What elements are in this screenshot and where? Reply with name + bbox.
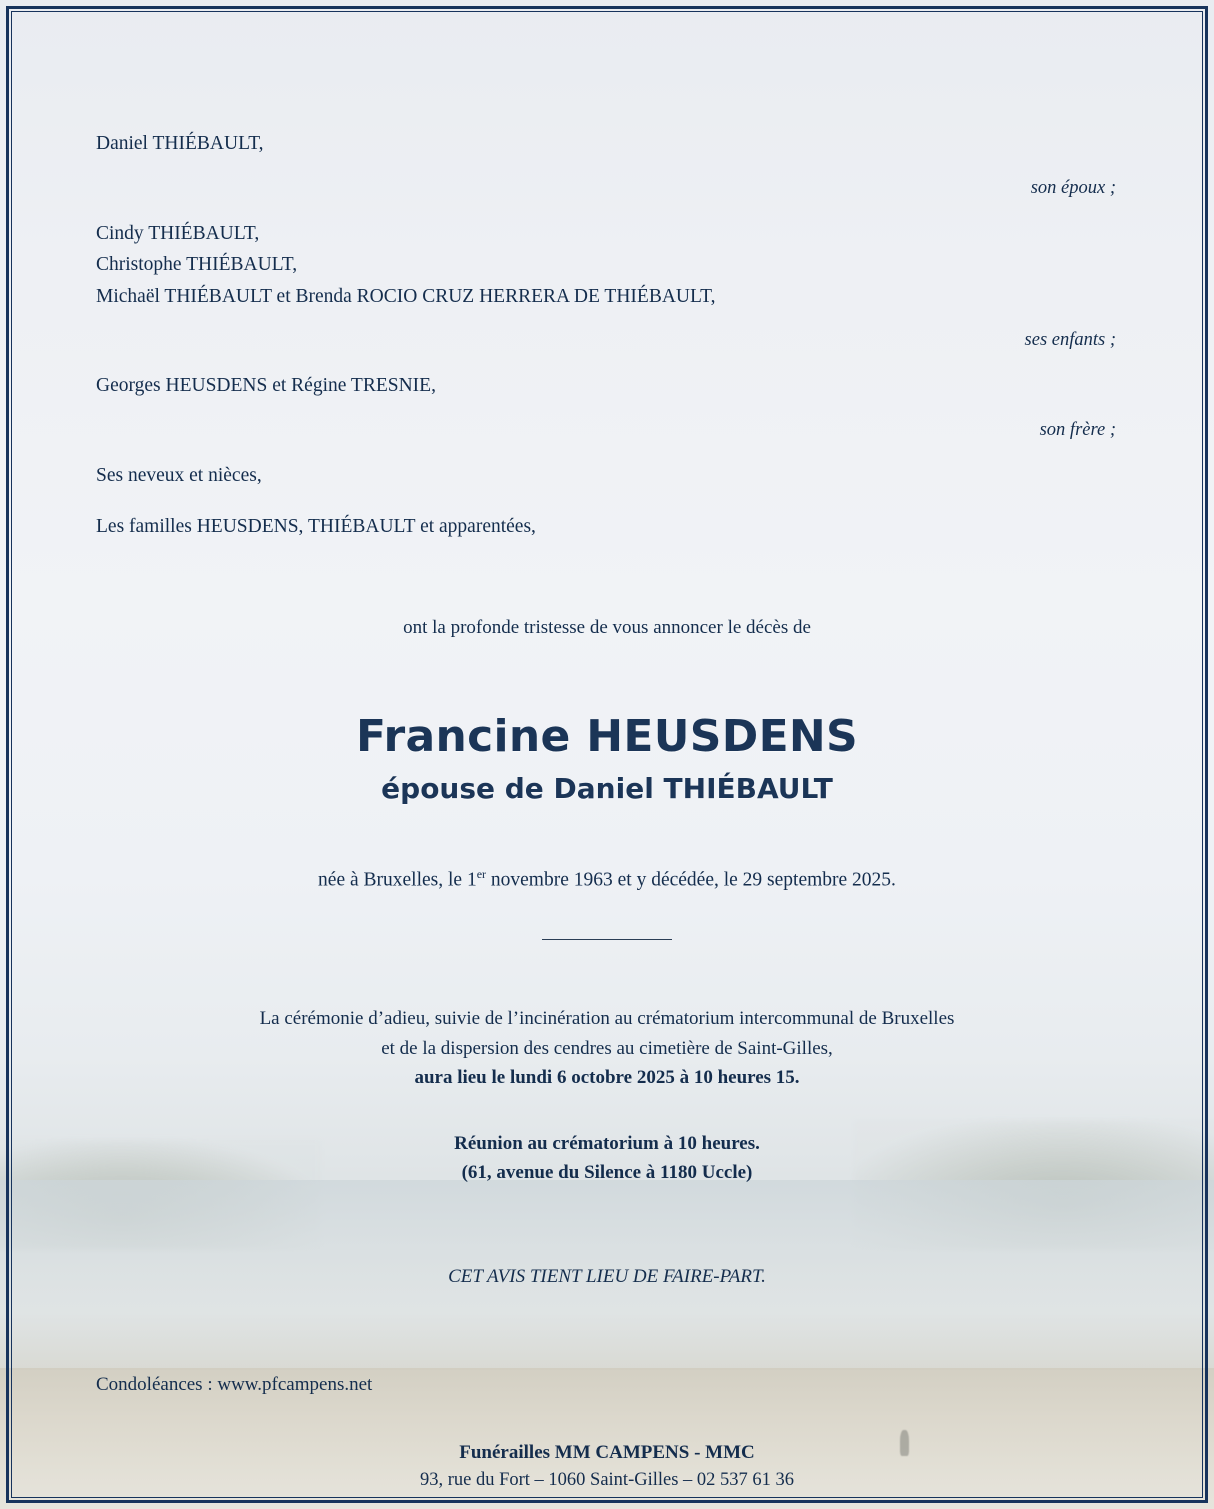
birth-death-ordinal: er: [476, 866, 487, 881]
ceremony-line-3: aura lieu le lundi 6 octobre 2025 à 10 heures 15.: [414, 1067, 800, 1089]
ceremony-block: [96, 1004, 1118, 1092]
spacer: [96, 160, 1118, 174]
birth-death-suffix: novembre 1963 et y décédée, le 29 septembre 2025.: [486, 869, 896, 891]
family-line-nephews-nieces: Ses neveux et nièces,: [96, 464, 262, 486]
spacer: [96, 204, 1118, 218]
spacer: [96, 446, 1118, 460]
family-line-child-cindy: Cindy THIÉBAULT,: [96, 222, 260, 244]
spacer: [96, 312, 1118, 326]
faire-part-note: CET AVIS TIENT LIEU DE FAIRE-PART.: [448, 1265, 766, 1287]
reunion-line-2: (61, avenue du Silence à 1180 Uccle): [461, 1162, 753, 1184]
deceased-subtitle: épouse de Daniel THIÉBAULT: [381, 771, 833, 805]
family-names-block: [96, 0, 1118, 543]
funeral-home-name: Funérailles MM CAMPENS - MMC: [459, 1442, 755, 1463]
family-line-brother: Georges HEUSDENS et Régine TRESNIE,: [96, 375, 436, 397]
spacer: [96, 402, 1118, 416]
announcement-text: ont la profonde tristesse de vous annoncer le décès de: [403, 616, 811, 638]
deceased-name: Francine HEUSDENS: [355, 710, 859, 762]
reunion-block: [96, 1129, 1118, 1188]
section-divider: [542, 939, 672, 940]
relation-children: ses enfants ;: [1024, 330, 1116, 351]
relation-brother: son frère ;: [1039, 419, 1116, 440]
ceremony-line-2: et de la dispersion des cendres au cimetière de Saint-Gilles,: [381, 1037, 833, 1059]
funeral-home-footer: [0, 1442, 1214, 1491]
birth-death-prefix: née à Bruxelles, le 1: [318, 869, 477, 891]
family-line-child-michael: Michaël THIÉBAULT et Brenda ROCIO CRUZ HERRERA DE THIÉBAULT,: [96, 285, 716, 307]
spacer: [96, 356, 1118, 370]
condolences-line: Condoléances : www.pfcampens.net: [96, 1373, 373, 1395]
spacer: [96, 491, 1118, 511]
funeral-home-address: 93, rue du Fort – 1060 Saint-Gilles – 02 537 61 36: [419, 1470, 795, 1490]
family-line-families: Les familles HEUSDENS, THIÉBAULT et apparentées,: [96, 516, 536, 538]
family-line-child-christophe: Christophe THIÉBAULT,: [96, 254, 298, 276]
birth-death-line: [96, 867, 1118, 892]
family-line-spouse: Daniel THIÉBAULT,: [96, 133, 264, 154]
relation-spouse: son époux ;: [1030, 177, 1116, 198]
ceremony-line-1: La cérémonie d’adieu, suivie de l’incinération au crématorium intercommunal de Bruxelles: [259, 1008, 955, 1030]
reunion-line-1: Réunion au crématorium à 10 heures.: [454, 1132, 760, 1154]
